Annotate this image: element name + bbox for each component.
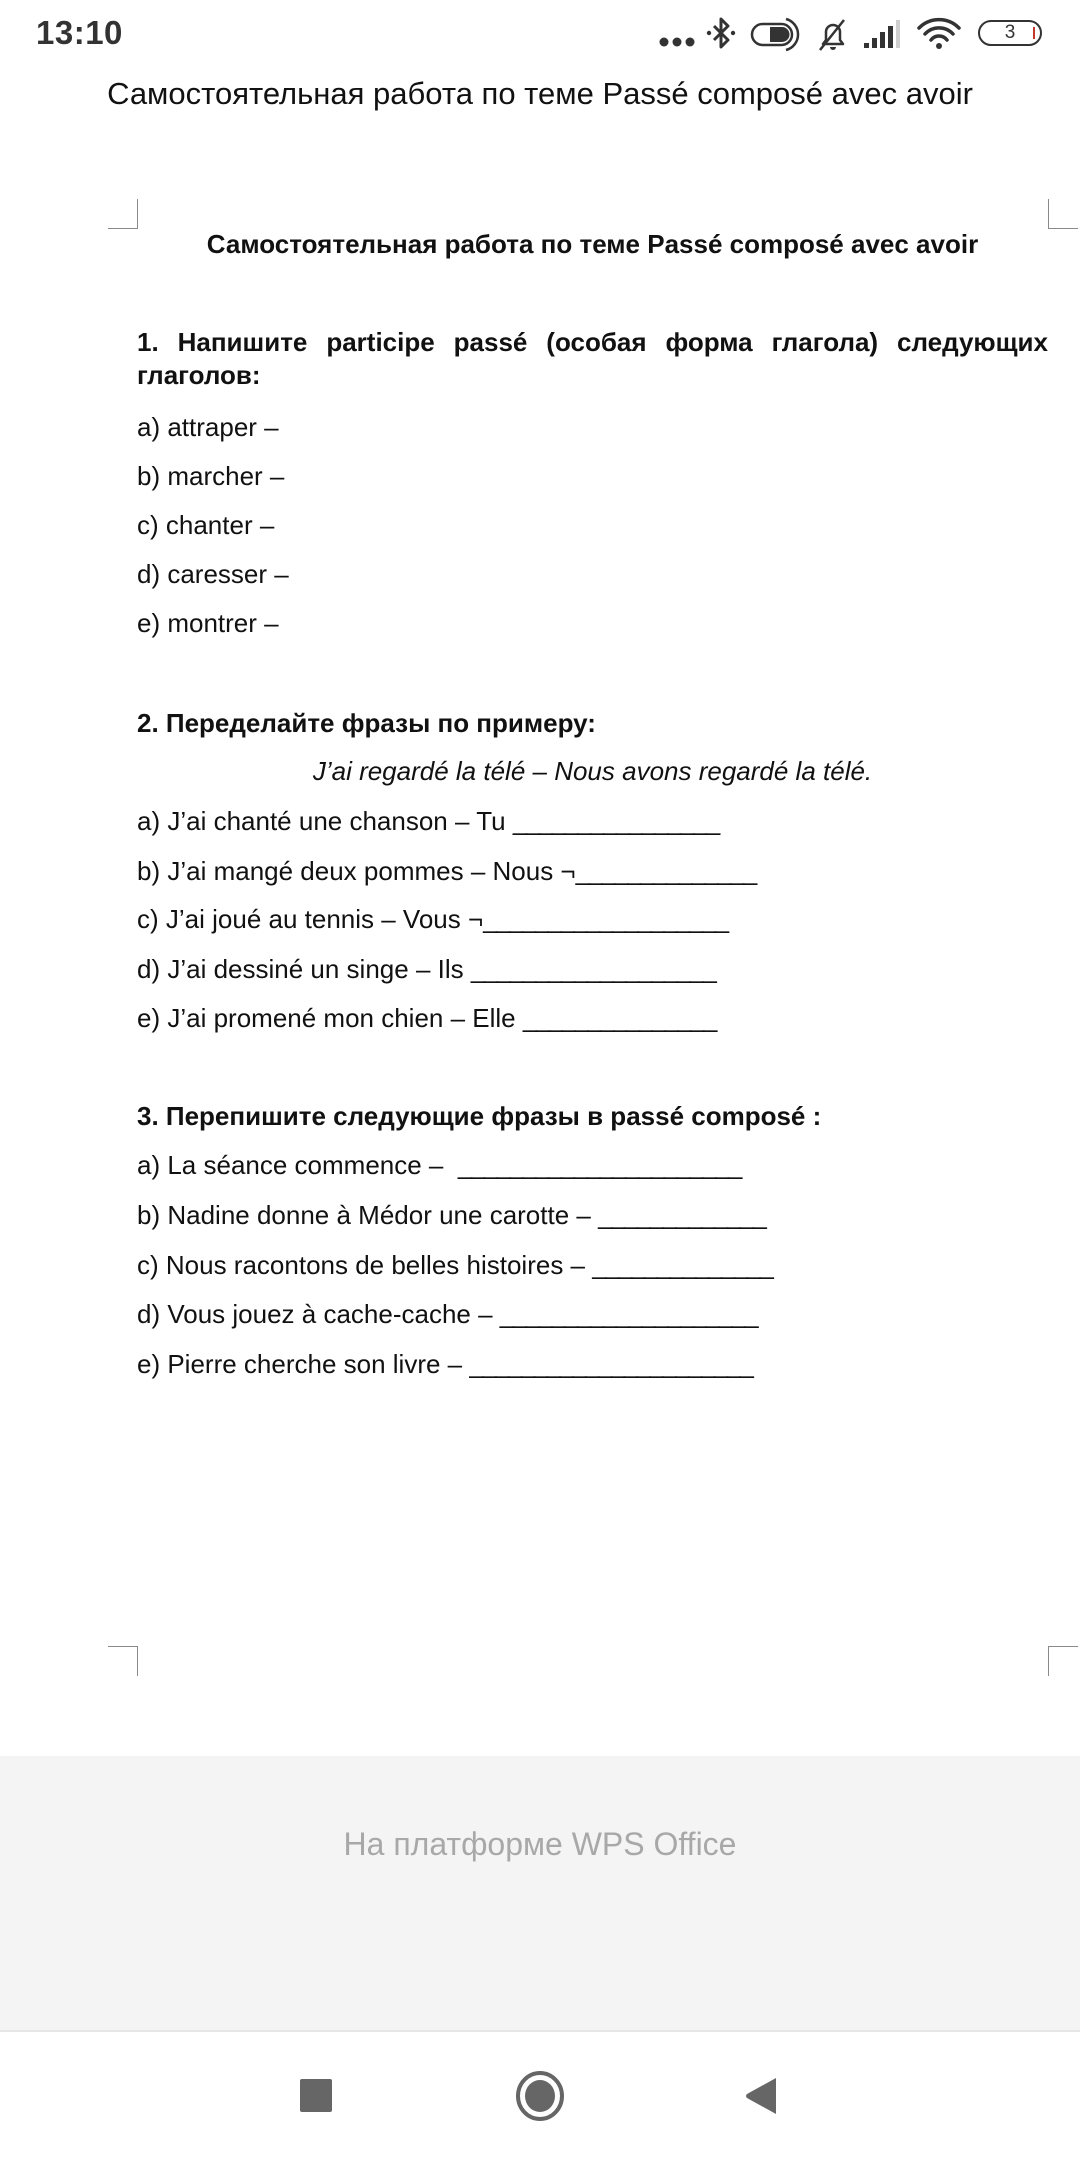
section1-item: e) montrer –	[137, 608, 279, 638]
item-text: b) J’ai mangé deux pommes – Nous ¬	[137, 856, 576, 886]
doc-title: Самостоятельная работа по теме Passé composé avec avoir	[206, 229, 979, 259]
back-triangle-icon	[744, 2076, 778, 2116]
item-text: a) La séance commence –	[137, 1150, 458, 1180]
home-button[interactable]	[516, 2071, 564, 2121]
section1-item: d) caresser –	[137, 559, 289, 589]
item-text: c) Nous racontons de belles histoires –	[137, 1250, 593, 1280]
item-text: e) Pierre cherche son livre –	[137, 1349, 470, 1379]
page-corner-top-left	[108, 199, 138, 229]
battery-fill-indicator	[1033, 27, 1035, 39]
answer-blank: ___________________	[483, 904, 728, 934]
back-button[interactable]	[744, 2076, 778, 2116]
item-text: a) J’ai chanté une chanson – Tu	[137, 806, 513, 836]
answer-blank: ___________________	[470, 954, 716, 984]
answer-blank: ______________________	[457, 1150, 741, 1180]
section2-item	[137, 903, 728, 935]
answer-blank: ____________________	[499, 1299, 757, 1329]
recents-button[interactable]	[300, 2079, 332, 2112]
item-text: c) J’ai joué au tennis – Vous ¬	[137, 904, 484, 934]
item-text: d) J’ai dessiné un singe – Ils	[137, 954, 471, 984]
section2-item	[137, 855, 756, 887]
item-text: b) Nadine donne à Médor une carotte –	[137, 1200, 599, 1230]
battery-icon	[978, 20, 1042, 46]
wps-platform-label: На платформе WPS Office	[343, 1826, 737, 1862]
home-circle-icon	[516, 2071, 564, 2121]
wifi-icon	[916, 14, 962, 54]
document-title-header: Самостоятельная работа по теме Passé composé avec avoir	[107, 76, 973, 111]
page-corner-bottom-right	[1048, 1646, 1078, 1676]
footer-band	[0, 1756, 1080, 2032]
section2-item	[137, 953, 715, 985]
item-text: d) Vous jouez à cache-cache –	[137, 1299, 500, 1329]
bell-off-icon	[816, 14, 850, 54]
answer-blank: ________________	[512, 806, 719, 836]
section2-example: J’ai regardé la télé – Nous avons regardé la télé.	[312, 756, 873, 786]
section3-heading: 3. Перепишите следующие фразы в passé composé :	[137, 1101, 822, 1131]
status-time: 13:10	[36, 14, 123, 51]
section2-item	[137, 1002, 716, 1034]
answer-blank: ______________________	[469, 1349, 753, 1379]
section3-item	[137, 1199, 765, 1231]
bluetooth-icon	[705, 14, 737, 54]
section3-item	[137, 1348, 752, 1380]
answer-blank: ______________	[592, 1250, 773, 1280]
navigation-bar	[0, 2032, 1080, 2160]
section1-item: c) chanter –	[137, 510, 275, 540]
section1-item: a) attraper –	[137, 412, 279, 442]
answer-blank: ______________	[575, 856, 756, 886]
section2-item	[137, 805, 719, 837]
section3-item	[137, 1298, 757, 1330]
toggle-icon	[750, 14, 802, 54]
signal-icon	[862, 14, 904, 54]
item-text: e) J’ai promené mon chien – Elle	[137, 1003, 523, 1033]
answer-blank: _______________	[522, 1003, 716, 1033]
section3-item	[137, 1249, 772, 1281]
section1-heading-line1: 1. Напишите participe passé (особая форма глагола) следующих	[137, 327, 1048, 357]
answer-blank: _____________	[598, 1200, 766, 1230]
section3-item	[137, 1149, 741, 1181]
section2-heading: 2. Переделайте фразы по примеру:	[137, 708, 596, 738]
page-corner-top-right	[1048, 199, 1078, 229]
more-dots-icon	[658, 14, 698, 54]
section1-heading-line2: глаголов:	[137, 360, 261, 390]
section1-item: b) marcher –	[137, 461, 285, 491]
page-corner-bottom-left	[108, 1646, 138, 1676]
battery-level: 3	[1004, 22, 1016, 43]
